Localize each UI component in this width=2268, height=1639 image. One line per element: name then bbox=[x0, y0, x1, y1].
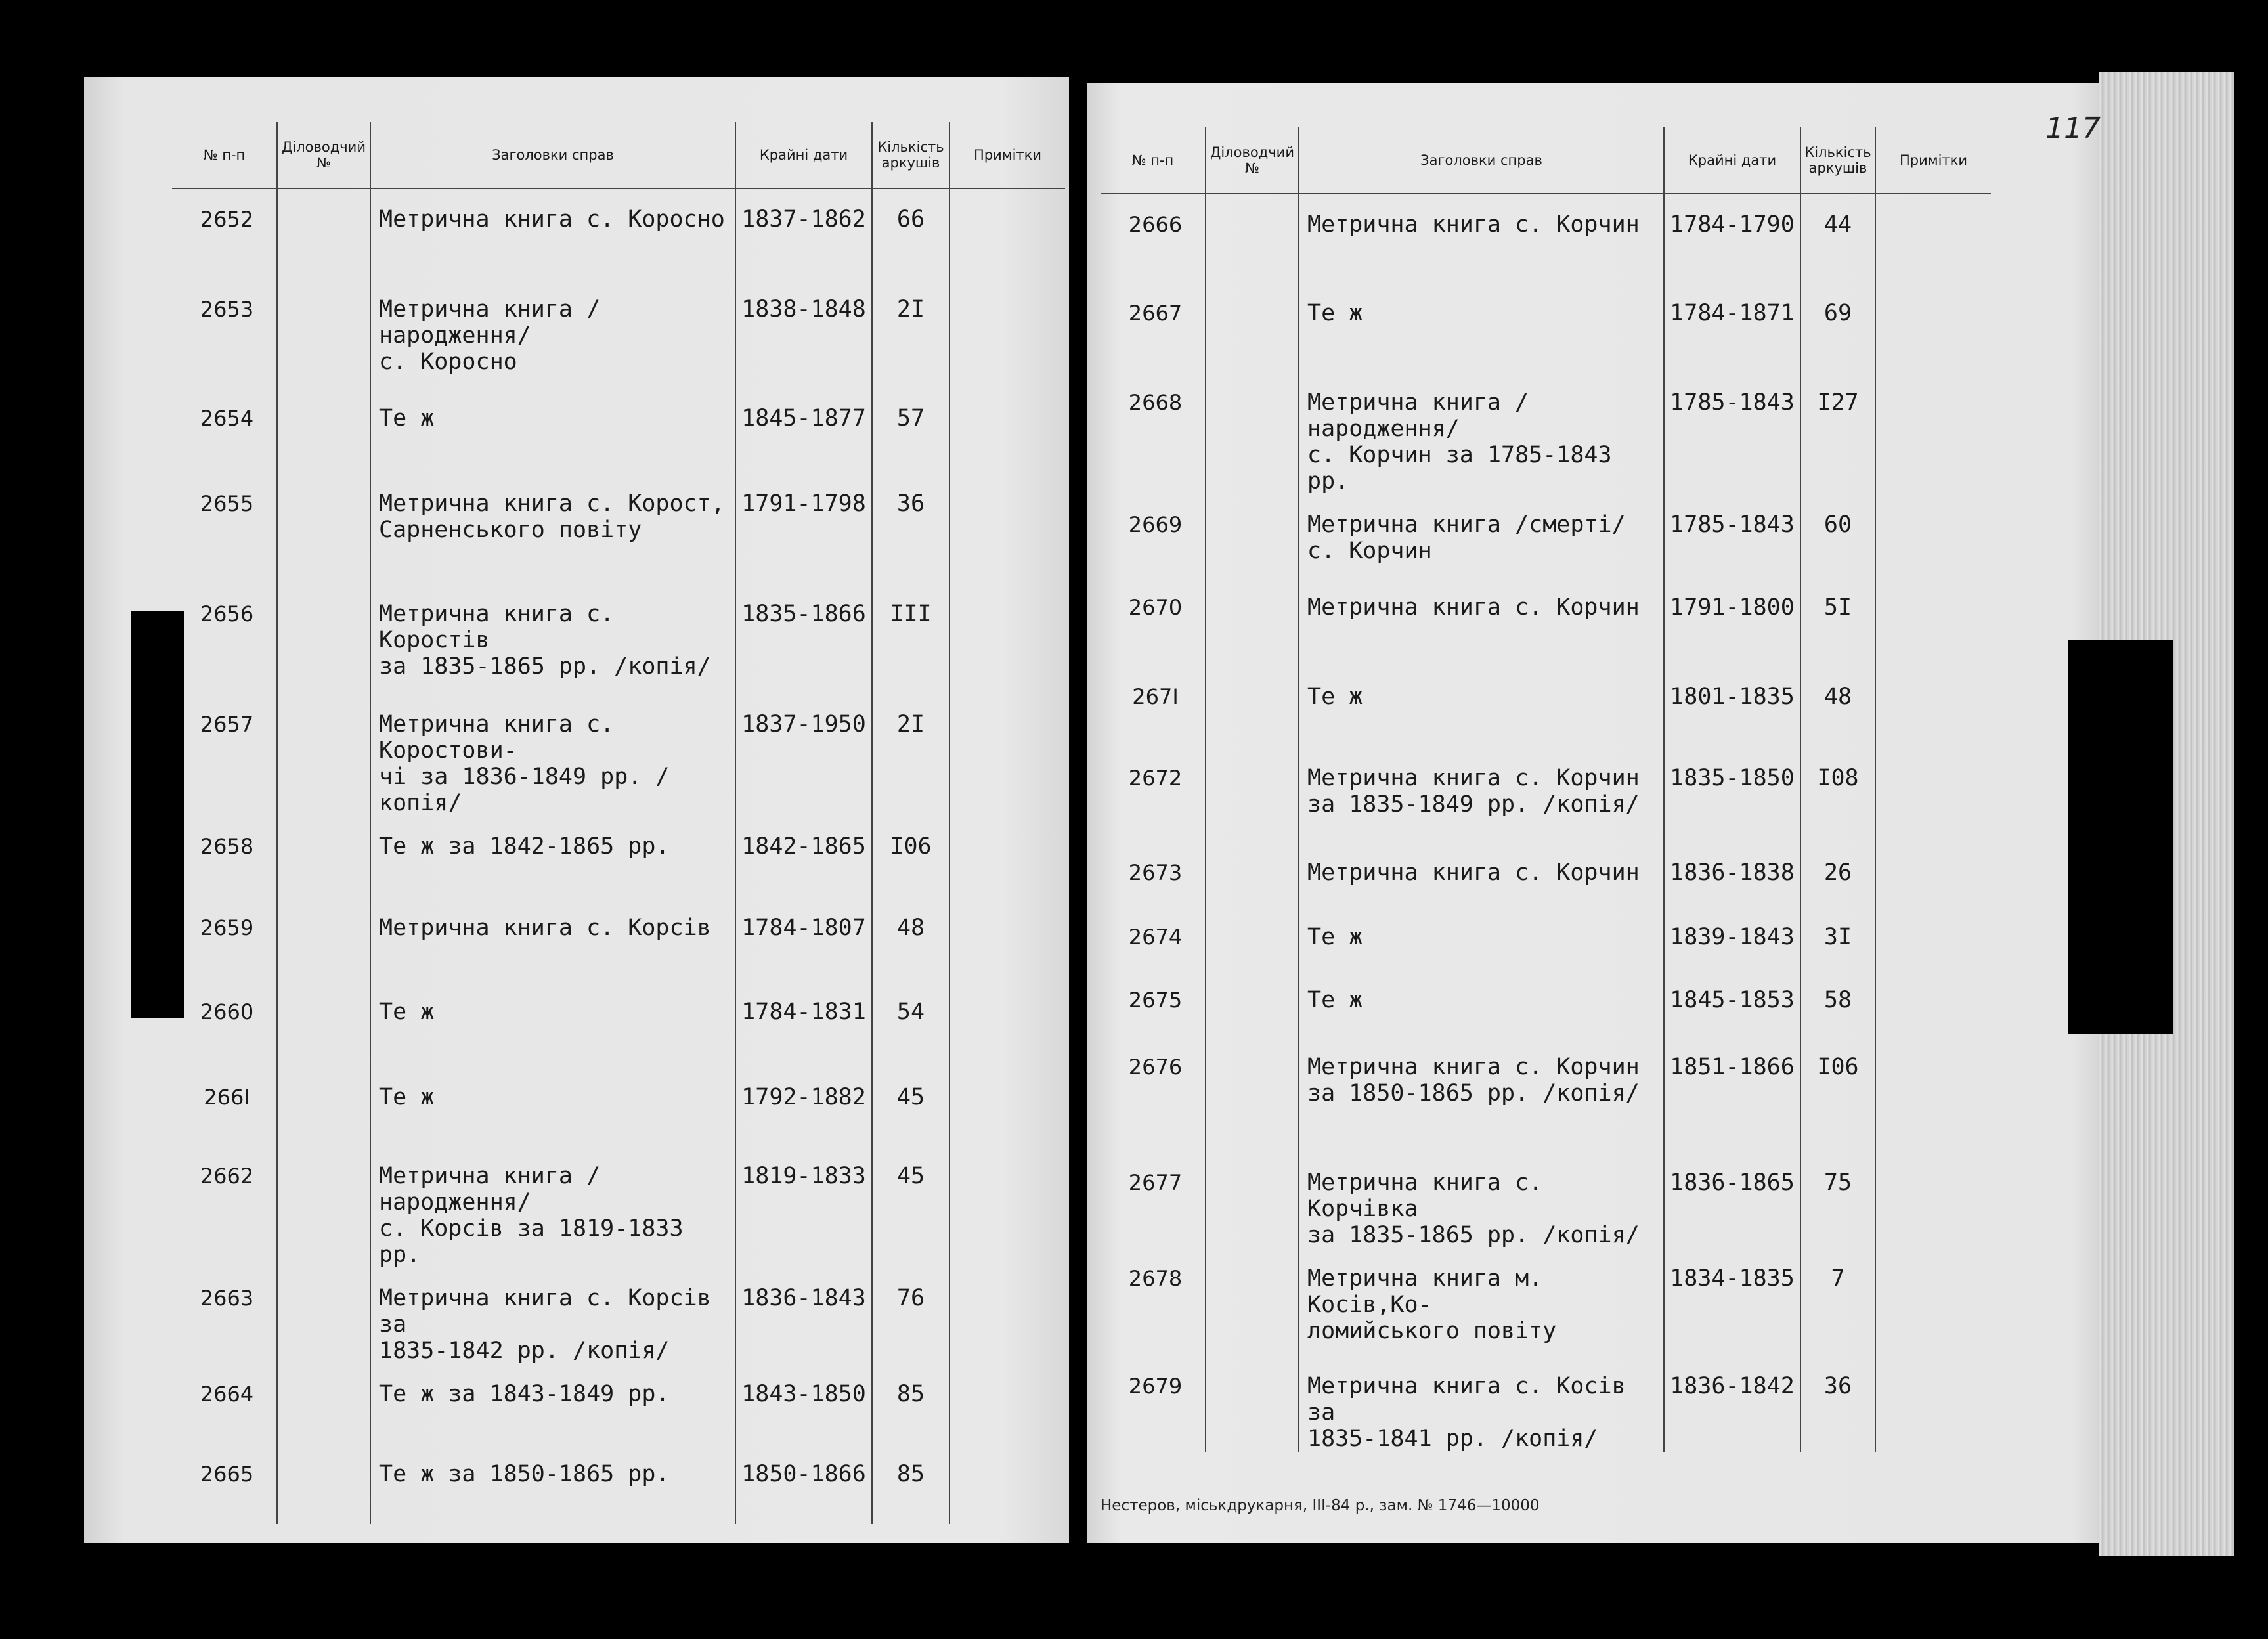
case-notes bbox=[1875, 748, 1991, 842]
case-number: 2656 bbox=[200, 601, 254, 626]
case-number: 2672 bbox=[1128, 766, 1183, 791]
table-row bbox=[172, 1146, 1065, 1268]
sheet-count: 85 bbox=[872, 1364, 949, 1444]
case-title: Метрична книга с. Коростів за 1835-1865 рр. /копія/ bbox=[370, 584, 735, 694]
case-dates: 1785-1843 bbox=[1664, 494, 1800, 577]
case-dates: 1836-1842 bbox=[1664, 1356, 1800, 1452]
case-number: 2673 bbox=[1128, 860, 1183, 885]
case-number: 2660 bbox=[200, 999, 254, 1024]
table-row bbox=[172, 898, 1065, 982]
clerk-number bbox=[1206, 577, 1299, 667]
header-title: Заголовки справ bbox=[370, 122, 735, 188]
case-dates: 1850-1866 bbox=[735, 1444, 872, 1524]
case-title: Метрична книга с. Корчин за 1835-1849 рр. /копія/ bbox=[1299, 748, 1664, 842]
table-row bbox=[172, 279, 1065, 388]
case-title: Метрична книга с. Корчин bbox=[1299, 577, 1664, 667]
clerk-number bbox=[277, 898, 370, 982]
case-number: 2654 bbox=[200, 406, 254, 431]
case-notes bbox=[949, 982, 1065, 1067]
table-row bbox=[1101, 1037, 1991, 1152]
table-row bbox=[172, 1067, 1065, 1146]
case-number: 2677 bbox=[1128, 1170, 1183, 1195]
case-number: 2663 bbox=[200, 1286, 254, 1311]
header-dates: Крайні дати bbox=[1664, 127, 1800, 194]
case-dates: 1791-1798 bbox=[735, 473, 872, 584]
case-dates: 1792-1882 bbox=[735, 1067, 872, 1146]
clerk-number bbox=[277, 188, 370, 279]
case-number: 2675 bbox=[1128, 988, 1183, 1013]
header-sheets: Кількість аркушів bbox=[872, 122, 949, 188]
sheet-count: 58 bbox=[1800, 970, 1875, 1037]
left-register-table bbox=[172, 122, 1065, 1524]
table-row bbox=[172, 1364, 1065, 1444]
clerk-number bbox=[277, 694, 370, 816]
case-number: 2668 bbox=[1128, 390, 1183, 415]
case-title: Метрична книга с. Коростови- чі за 1836-1849 рр. /копія/ bbox=[370, 694, 735, 816]
case-notes bbox=[949, 898, 1065, 982]
case-notes bbox=[949, 816, 1065, 898]
table-header bbox=[1101, 127, 1991, 194]
table-row bbox=[1101, 1152, 1991, 1248]
case-dates: 1835-1866 bbox=[735, 584, 872, 694]
case-title: Метрична книга с. Корчин за 1850-1865 рр. /копія/ bbox=[1299, 1037, 1664, 1152]
table-row bbox=[172, 188, 1065, 279]
case-dates: 1801-1835 bbox=[1664, 667, 1800, 748]
case-notes bbox=[1875, 1037, 1991, 1152]
table-row bbox=[1101, 970, 1991, 1037]
case-title: Метрична книга /смерті/ с. Корчин bbox=[1299, 494, 1664, 577]
case-dates: 1843-1850 bbox=[735, 1364, 872, 1444]
sheet-count: 36 bbox=[872, 473, 949, 584]
page-number: 117 bbox=[2045, 112, 2101, 145]
case-notes bbox=[1875, 194, 1991, 283]
case-title: Метрична книга м. Косів,Ко- ломийського повіту bbox=[1299, 1248, 1664, 1356]
case-dates: 1819-1833 bbox=[735, 1146, 872, 1268]
case-dates: 1845-1853 bbox=[1664, 970, 1800, 1037]
clerk-number bbox=[277, 1268, 370, 1364]
case-dates: 1835-1850 bbox=[1664, 748, 1800, 842]
case-title: Метрична книга с. Корчин bbox=[1299, 842, 1664, 907]
table-row bbox=[1101, 667, 1991, 748]
case-notes bbox=[949, 1268, 1065, 1364]
case-number: 2679 bbox=[1128, 1374, 1183, 1399]
table-row bbox=[1101, 1248, 1991, 1356]
sheet-count: 45 bbox=[872, 1146, 949, 1268]
header-dates: Крайні дати bbox=[735, 122, 872, 188]
header-notes: Примітки bbox=[949, 122, 1065, 188]
case-number: 2652 bbox=[200, 207, 254, 232]
printer-imprint: Нестеров, міськдрукарня, III-84 р., зам. № 1746—10000 bbox=[1101, 1497, 1540, 1514]
clerk-number bbox=[277, 388, 370, 473]
case-dates: 1836-1865 bbox=[1664, 1152, 1800, 1248]
case-notes bbox=[949, 694, 1065, 816]
table-row bbox=[1101, 372, 1991, 494]
case-title: Те ж bbox=[1299, 970, 1664, 1037]
sheet-count: 57 bbox=[872, 388, 949, 473]
table-row bbox=[1101, 577, 1991, 667]
clerk-number bbox=[1206, 907, 1299, 970]
sheet-count: 60 bbox=[1800, 494, 1875, 577]
table-row bbox=[172, 1444, 1065, 1524]
sheet-count: 75 bbox=[1800, 1152, 1875, 1248]
table-row bbox=[1101, 194, 1991, 283]
sheet-count: I27 bbox=[1800, 372, 1875, 494]
case-dates: 1837-1950 bbox=[735, 694, 872, 816]
header-notes: Примітки bbox=[1875, 127, 1991, 194]
case-notes bbox=[1875, 372, 1991, 494]
right-binding-tab bbox=[2068, 640, 2173, 1034]
sheet-count: 45 bbox=[872, 1067, 949, 1146]
table-row bbox=[172, 388, 1065, 473]
case-notes bbox=[949, 1067, 1065, 1146]
case-dates: 1842-1865 bbox=[735, 816, 872, 898]
case-title: Метрична книга /народження/ с. Коросно bbox=[370, 279, 735, 388]
case-notes bbox=[949, 388, 1065, 473]
case-number: 2657 bbox=[200, 712, 254, 737]
table-row bbox=[172, 694, 1065, 816]
case-notes bbox=[1875, 970, 1991, 1037]
case-title: Метрична книга /народження/ с. Корсів за 1819-1833 рр. bbox=[370, 1146, 735, 1268]
clerk-number bbox=[1206, 1037, 1299, 1152]
case-title: Метрична книга с. Корчівка за 1835-1865 рр. /копія/ bbox=[1299, 1152, 1664, 1248]
case-title: Те ж bbox=[370, 982, 735, 1067]
case-dates: 1834-1835 bbox=[1664, 1248, 1800, 1356]
case-dates: 1836-1838 bbox=[1664, 842, 1800, 907]
case-notes bbox=[1875, 494, 1991, 577]
case-title: Метрична книга с. Корост, Сарненського повіту bbox=[370, 473, 735, 584]
case-number: 2658 bbox=[200, 834, 254, 859]
case-dates: 1784-1871 bbox=[1664, 283, 1800, 372]
table-row bbox=[172, 816, 1065, 898]
sheet-count: 48 bbox=[872, 898, 949, 982]
clerk-number bbox=[277, 279, 370, 388]
case-notes bbox=[949, 1444, 1065, 1524]
case-number: 2670 bbox=[1128, 595, 1183, 620]
left-table-body bbox=[172, 188, 1065, 1524]
case-title: Те ж за 1842-1865 рр. bbox=[370, 816, 735, 898]
sheet-count: I06 bbox=[1800, 1037, 1875, 1152]
sheet-count: 85 bbox=[872, 1444, 949, 1524]
case-title: Те ж bbox=[370, 1067, 735, 1146]
case-notes bbox=[1875, 842, 1991, 907]
header-clerk: Діловодчий № bbox=[277, 122, 370, 188]
table-row bbox=[1101, 748, 1991, 842]
sheet-count: 5I bbox=[1800, 577, 1875, 667]
case-number: 2653 bbox=[200, 297, 254, 322]
case-number: 2665 bbox=[200, 1462, 254, 1487]
case-number: 2666 bbox=[1128, 212, 1183, 237]
sheet-count: III bbox=[872, 584, 949, 694]
case-title: Метрична книга с. Корсів за 1835-1842 рр. /копія/ bbox=[370, 1268, 735, 1364]
right-register-table bbox=[1101, 127, 1991, 1452]
header-title: Заголовки справ bbox=[1299, 127, 1664, 194]
case-notes bbox=[949, 1364, 1065, 1444]
clerk-number bbox=[1206, 1248, 1299, 1356]
case-number: 2674 bbox=[1128, 925, 1183, 950]
sheet-count: 54 bbox=[872, 982, 949, 1067]
sheet-count: 2I bbox=[872, 279, 949, 388]
case-title: Метрична книга с. Корчин bbox=[1299, 194, 1664, 283]
case-number: 2662 bbox=[200, 1164, 254, 1189]
case-notes bbox=[949, 584, 1065, 694]
case-notes bbox=[1875, 667, 1991, 748]
case-notes bbox=[1875, 1356, 1991, 1452]
case-dates: 1839-1843 bbox=[1664, 907, 1800, 970]
table-row bbox=[172, 584, 1065, 694]
table-row bbox=[1101, 494, 1991, 577]
sheet-count: 36 bbox=[1800, 1356, 1875, 1452]
clerk-number bbox=[277, 816, 370, 898]
case-number: 2655 bbox=[200, 491, 254, 516]
sheet-count: 3I bbox=[1800, 907, 1875, 970]
case-dates: 1784-1831 bbox=[735, 982, 872, 1067]
case-dates: 1784-1807 bbox=[735, 898, 872, 982]
case-title: Метрична книга с. Коросно bbox=[370, 188, 735, 279]
clerk-number bbox=[277, 1067, 370, 1146]
sheet-count: 76 bbox=[872, 1268, 949, 1364]
sheet-count: I08 bbox=[1800, 748, 1875, 842]
case-notes bbox=[949, 473, 1065, 584]
header-number: № п-п bbox=[1101, 127, 1206, 194]
clerk-number bbox=[1206, 748, 1299, 842]
table-row bbox=[172, 982, 1065, 1067]
table-header bbox=[172, 122, 1065, 188]
case-dates: 1845-1877 bbox=[735, 388, 872, 473]
case-dates: 1836-1843 bbox=[735, 1268, 872, 1364]
case-title: Метрична книга с. Корсів bbox=[370, 898, 735, 982]
case-title: Метрична книга с. Косів за 1835-1841 рр. /копія/ bbox=[1299, 1356, 1664, 1452]
sheet-count: 48 bbox=[1800, 667, 1875, 748]
header-clerk: Діловодчий № bbox=[1206, 127, 1299, 194]
case-title: Метрична книга /народження/ с. Корчин за 1785-1843 рр. bbox=[1299, 372, 1664, 494]
case-number: 2659 bbox=[200, 915, 254, 940]
case-number: 2678 bbox=[1128, 1266, 1183, 1291]
clerk-number bbox=[1206, 494, 1299, 577]
case-number: 2667 bbox=[1128, 301, 1183, 326]
case-dates: 1785-1843 bbox=[1664, 372, 1800, 494]
case-number: 2664 bbox=[200, 1382, 254, 1407]
clerk-number bbox=[1206, 283, 1299, 372]
case-dates: 1791-1800 bbox=[1664, 577, 1800, 667]
case-notes bbox=[1875, 577, 1991, 667]
case-title: Те ж bbox=[1299, 907, 1664, 970]
case-title: Те ж bbox=[370, 388, 735, 473]
clerk-number bbox=[1206, 1356, 1299, 1452]
case-dates: 1784-1790 bbox=[1664, 194, 1800, 283]
case-dates: 1838-1848 bbox=[735, 279, 872, 388]
case-number: 266I bbox=[204, 1085, 250, 1110]
case-dates: 1837-1862 bbox=[735, 188, 872, 279]
case-number: 2676 bbox=[1128, 1055, 1183, 1080]
case-notes bbox=[949, 188, 1065, 279]
header-number: № п-п bbox=[172, 122, 277, 188]
sheet-count: 2I bbox=[872, 694, 949, 816]
table-row bbox=[172, 473, 1065, 584]
table-row bbox=[1101, 907, 1991, 970]
clerk-number bbox=[1206, 842, 1299, 907]
case-dates: 1851-1866 bbox=[1664, 1037, 1800, 1152]
clerk-number bbox=[277, 584, 370, 694]
case-title: Те ж за 1850-1865 рр. bbox=[370, 1444, 735, 1524]
clerk-number bbox=[1206, 194, 1299, 283]
sheet-count: I06 bbox=[872, 816, 949, 898]
clerk-number bbox=[277, 1146, 370, 1268]
case-number: 267I bbox=[1132, 684, 1179, 709]
clerk-number bbox=[277, 1444, 370, 1524]
table-row bbox=[1101, 283, 1991, 372]
sheet-count: 44 bbox=[1800, 194, 1875, 283]
sheet-count: 26 bbox=[1800, 842, 1875, 907]
sheet-count: 7 bbox=[1800, 1248, 1875, 1356]
case-notes bbox=[1875, 1152, 1991, 1248]
sheet-count: 69 bbox=[1800, 283, 1875, 372]
clerk-number bbox=[277, 473, 370, 584]
case-title: Те ж bbox=[1299, 667, 1664, 748]
clerk-number bbox=[1206, 970, 1299, 1037]
clerk-number bbox=[1206, 1152, 1299, 1248]
table-row bbox=[1101, 1356, 1991, 1452]
table-row bbox=[172, 1268, 1065, 1364]
clerk-number bbox=[277, 982, 370, 1067]
clerk-number bbox=[277, 1364, 370, 1444]
case-title: Те ж за 1843-1849 рр. bbox=[370, 1364, 735, 1444]
clerk-number bbox=[1206, 667, 1299, 748]
right-table-body bbox=[1101, 194, 1991, 1452]
case-notes bbox=[949, 1146, 1065, 1268]
case-notes bbox=[1875, 283, 1991, 372]
case-title: Те ж bbox=[1299, 283, 1664, 372]
sheet-count: 66 bbox=[872, 188, 949, 279]
case-number: 2669 bbox=[1128, 512, 1183, 537]
case-notes bbox=[1875, 1248, 1991, 1356]
clerk-number bbox=[1206, 372, 1299, 494]
header-sheets: Кількість аркушів bbox=[1800, 127, 1875, 194]
table-row bbox=[1101, 842, 1991, 907]
case-notes bbox=[1875, 907, 1991, 970]
case-notes bbox=[949, 279, 1065, 388]
